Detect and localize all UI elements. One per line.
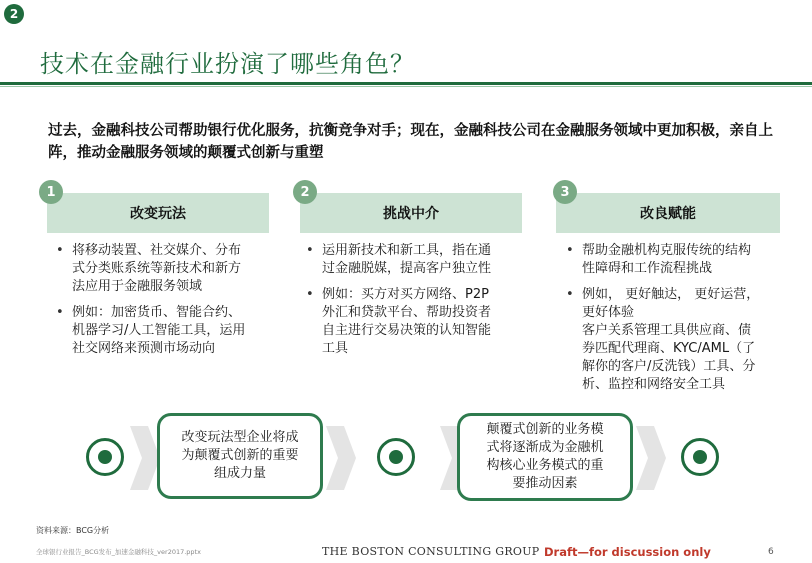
column-header-1: 改变玩法 (47, 193, 269, 233)
flow-node-2 (377, 438, 415, 476)
flow-node-3 (681, 438, 719, 476)
footer-file-path: 全球银行业报告_BCG发布_加速金融科技_ver2017.pptx (36, 548, 201, 556)
flow-node-dot (693, 450, 707, 464)
page-number: 6 (768, 547, 774, 557)
column-header-3: 改良赋能 (556, 193, 780, 233)
bullet-item: • 例如：加密货币、智能合约、 机器学习/人工智能工具，运用 社交网络来预测市场动向 (56, 304, 276, 358)
bullet-item: • 例如：买方对买方网络、P2P 外汇和贷款平台、帮助投资者 自主进行交易决策的认知智能 工具 (306, 286, 530, 358)
column-number-badge-3: 3 (553, 180, 577, 204)
page-title: 技术在金融行业扮演了哪些角色？ (40, 50, 415, 78)
column-number-badge-1: 1 (39, 180, 63, 204)
flow-arrow-icon (326, 418, 356, 498)
column-bullets-3 (566, 242, 798, 402)
flow-arrow-icon (636, 418, 666, 498)
column-number-badge-2: 2 (293, 180, 317, 204)
intro-paragraph: 过去，金融科技公司帮助银行优化服务，抗衡竞争对手；现在，金融科技公司在金融服务领域中更加积极，亲自上阵，推动金融服务领域的颠覆式创新与重塑 (48, 123, 773, 161)
flow-arrow-icon (130, 418, 160, 498)
bullet-item: • 将移动装置、社交媒介、分布 式分类账系统等新技术和新方 法应用于金融服务领域 (56, 242, 276, 296)
draft-label: Draft—for discussion only (544, 545, 711, 559)
column-bullets-2 (306, 242, 530, 366)
footer-brand-logo: THE BOSTON CONSULTING GROUP (322, 545, 540, 558)
source-note: 资料来源：BCG分析 (36, 526, 110, 535)
flow-node-dot (389, 450, 403, 464)
flow-node-dot (98, 450, 112, 464)
bullet-item: • 帮助金融机构克服传统的结构 性障碍和工作流程挑战 (566, 242, 798, 278)
flow-node-1 (86, 438, 124, 476)
bullet-item: • 例如， 更好触达， 更好运营， 更好体验 客户关系管理工具供应商、债 券匹配代理商、KYC/AML（了 解你的客户/反洗钱）工具、分 析、监控和网络安全工具 (566, 286, 798, 394)
title-divider (0, 82, 812, 85)
title-divider-light (0, 86, 812, 87)
flow-callout-2: 颠覆式创新的业务模 式将逐渐成为金融机 构核心业务模式的重 要推动因素 (457, 413, 633, 501)
column-bullets-1 (56, 242, 276, 366)
slide-number-badge: 2 (4, 4, 24, 24)
bullet-item: • 运用新技术和新工具，指在通 过金融脱媒，提高客户独立性 (306, 242, 530, 278)
flow-callout-1: 改变玩法型企业将成 为颠覆式创新的重要 组成力量 (157, 413, 323, 499)
column-header-2: 挑战中介 (300, 193, 522, 233)
